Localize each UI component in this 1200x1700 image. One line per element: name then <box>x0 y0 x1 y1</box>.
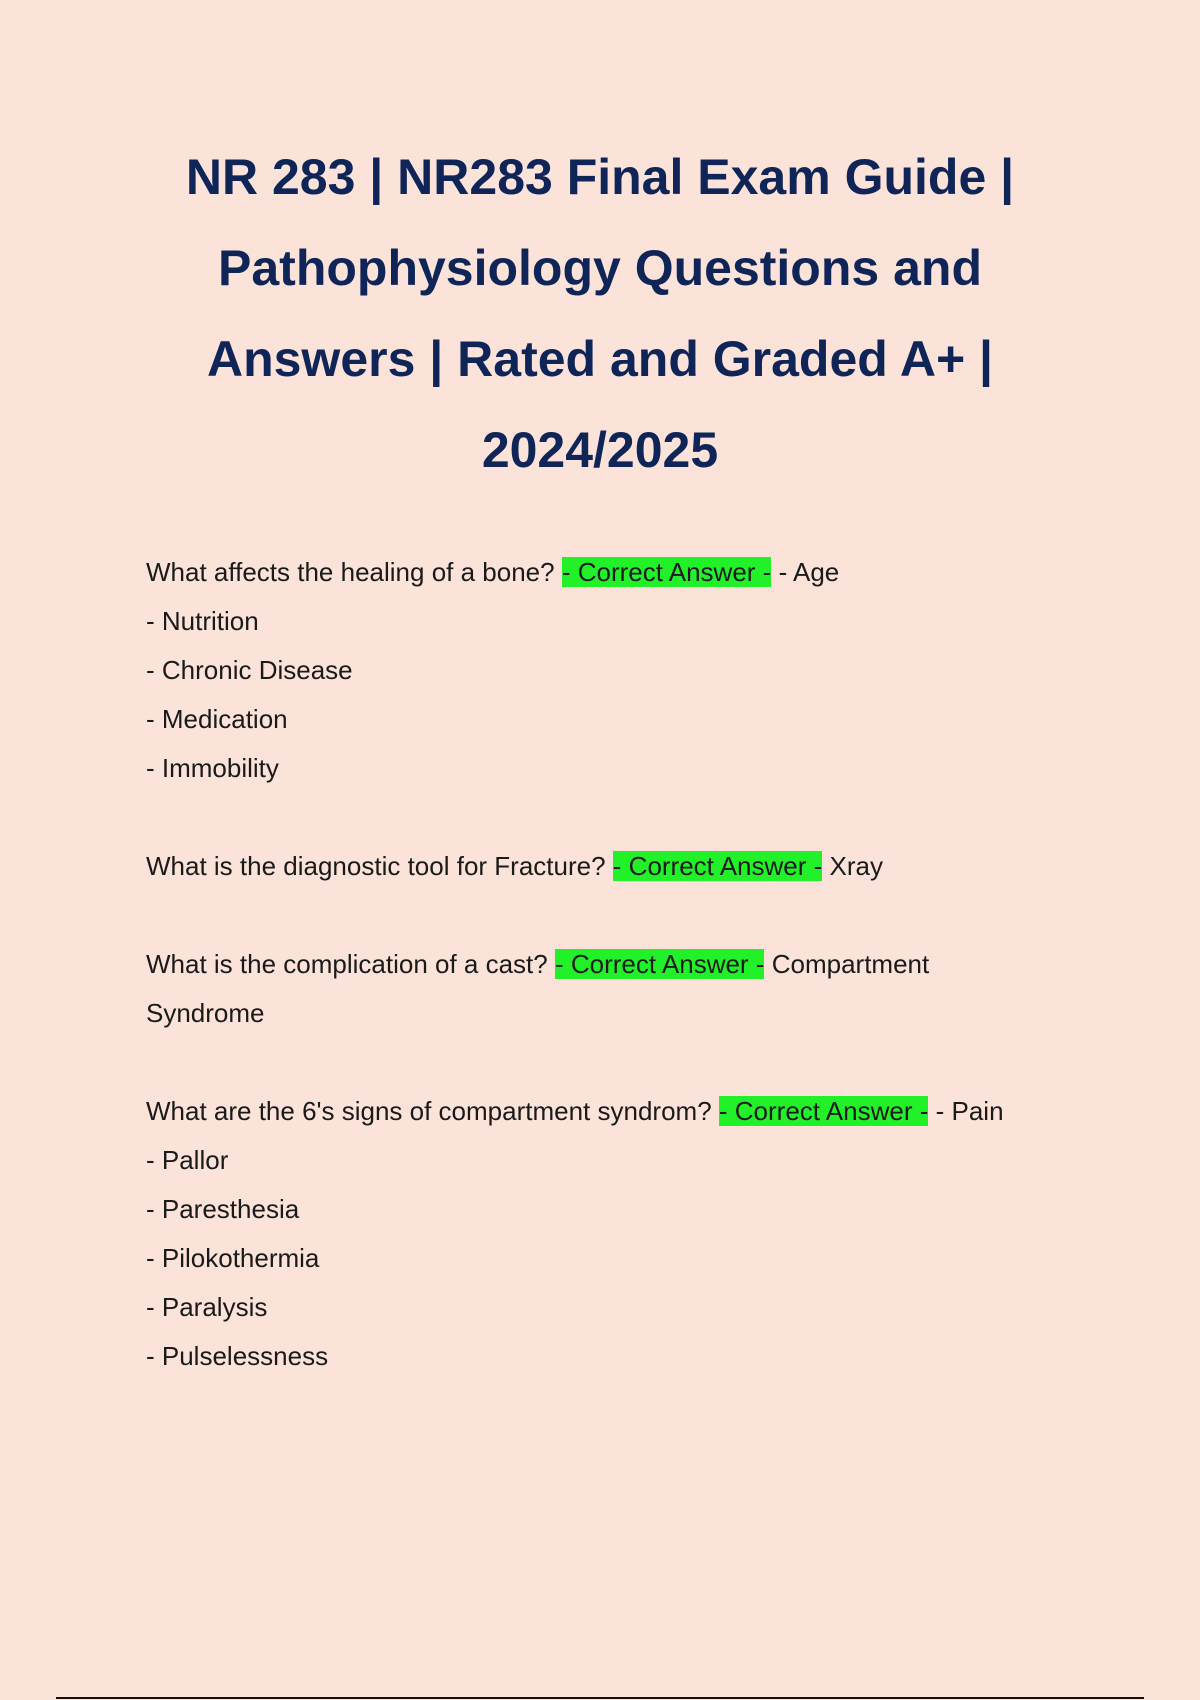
qa-list <box>146 548 1046 1381</box>
answer-text: Compartment Syndrome <box>146 949 930 1028</box>
qa-question-line <box>146 1087 1046 1136</box>
qa-question-line <box>146 548 1046 597</box>
answer-line: - Nutrition <box>146 606 259 636</box>
answer-line: - Paresthesia <box>146 1194 300 1224</box>
question-text: What is the diagnostic tool for Fracture? <box>146 851 606 881</box>
correct-answer-marker: - Correct Answer - <box>554 949 765 979</box>
answer-text: - Age <box>778 557 840 587</box>
answer-line: - Pulselessness <box>146 1341 329 1371</box>
answer-line: - Pilokothermia <box>146 1243 320 1273</box>
footer-divider <box>56 1697 1144 1699</box>
question-text: What affects the healing of a bone? <box>146 557 555 587</box>
answer-text: Xray <box>829 851 883 881</box>
correct-answer-marker: - Correct Answer - <box>612 851 823 881</box>
qa-question-line <box>146 842 1046 891</box>
question-text: What are the 6's signs of compartment syndrom? <box>146 1096 712 1126</box>
answer-text: - Pain <box>935 1096 1004 1126</box>
document-title: NR 283 | NR283 Final Exam Guide | Pathophysiology Questions and Answers | Rated and Graded A+ | 2024/2025 <box>185 149 1015 478</box>
answer-line: - Paralysis <box>146 1292 268 1322</box>
correct-answer-marker: - Correct Answer - <box>561 557 772 587</box>
correct-answer-marker: - Correct Answer - <box>718 1096 929 1126</box>
qa-item <box>146 548 1046 793</box>
question-text: What is the complication of a cast? <box>146 949 548 979</box>
answer-line: - Chronic Disease <box>146 655 353 685</box>
qa-item <box>146 842 1046 891</box>
answer-line: - Immobility <box>146 753 279 783</box>
answer-line: - Pallor <box>146 1145 229 1175</box>
answer-line: - Medication <box>146 704 288 734</box>
qa-item <box>146 940 1046 1038</box>
qa-item <box>146 1087 1046 1381</box>
qa-question-line <box>146 940 1046 1038</box>
